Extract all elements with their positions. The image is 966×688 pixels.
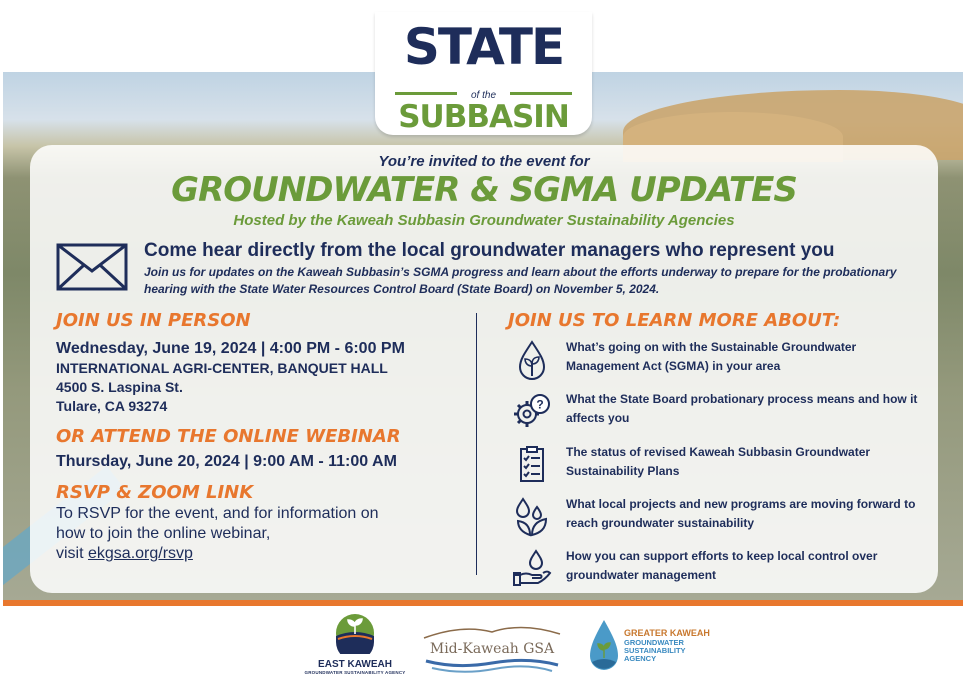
greater-kaweah-line1: GREATER KAWEAH [624,628,710,638]
event-details [56,310,466,564]
learn-item-text: What the State Board probationary process means and how it affects you [566,392,918,425]
east-kaweah-sub: GROUNDWATER SUSTAINABILITY AGENCY [304,670,406,675]
come-hear-description: Join us for updates on the Kaweah Subbasin’s SGMA progress and learn about the efforts underway to prepare for the probationary hearing with the State Water Resources Control Board (State Board) on November 5, 2024. [144,265,897,296]
greater-kaweah-line4: AGENCY [624,654,657,663]
state-of-subbasin-logo [375,12,592,135]
east-kaweah-logo [300,612,410,684]
list-item [508,549,928,593]
greater-kaweah-line3: SUSTAINABILITY [624,646,686,655]
rsvp-line-2: how to join the online webinar, [56,525,271,542]
hand-drop-icon [512,549,552,589]
water-waves-icon [422,657,562,677]
venue-name: INTERNATIONAL AGRI-CENTER, BANQUET HALL [56,360,388,376]
learn-item-text: What local projects and new programs are moving forward to reach groundwater sustainability [566,497,916,530]
invite-text: You’re invited to the event for [378,153,590,170]
rsvp-visit-line: visit ekgsa.org/rsvp [56,545,193,562]
orange-divider-bar [3,600,963,606]
title-of-the: of the [395,86,572,100]
learn-more-section [508,310,928,582]
greater-kaweah-line2: GROUNDWATER [624,638,684,647]
learn-item-text: The status of revised Kaweah Subbasin Groundwater Sustainability Plans [566,445,871,478]
list-item [508,340,928,384]
svg-text:?: ? [536,397,544,412]
mountain-line-icon [422,622,562,640]
water-drop-plant-icon [512,340,552,380]
venue-street: 4500 S. Laspina St. [56,379,183,395]
rsvp-heading: RSVP & ZOOM LINK [56,482,254,503]
drops-leaves-icon [512,497,552,537]
hosted-by-text: Hosted by the Kaweah Subbasin Groundwater Sustainability Agencies [233,212,735,229]
learn-item-text: How you can support efforts to keep local control over groundwater management [566,549,878,582]
rsvp-link[interactable]: ekgsa.org/rsvp [88,545,193,562]
east-kaweah-name: EAST KAWEAH [318,659,392,670]
column-divider [476,313,477,575]
learn-item-text: What’s going on with the Sustainable Groundwater Management Act (SGMA) in your area [566,340,857,373]
content-panel [30,145,938,593]
east-kaweah-emblem-icon [331,612,379,654]
webinar-datetime: Thursday, June 20, 2024 | 9:00 AM - 11:00 AM [56,453,397,470]
title-state: STATE [403,18,564,76]
mid-kaweah-name: Mid-Kaweah GSA [429,641,555,657]
list-item [508,497,928,541]
envelope-icon [56,243,128,291]
title-subbasin: SUBBASIN [398,99,569,135]
list-item [508,392,928,436]
list-item [508,445,928,489]
in-person-heading: JOIN US IN PERSON [56,310,251,331]
venue-city: Tulare, CA 93274 [56,398,168,414]
event-headline: GROUNDWATER & SGMA UPDATES [171,170,797,210]
learn-more-heading: JOIN US TO LEARN MORE ABOUT: [508,310,841,331]
greater-kaweah-logo [586,618,716,684]
agency-logos [0,612,966,688]
gear-question-icon [512,392,552,432]
checklist-icon [512,445,552,485]
rsvp-line-1: To RSVP for the event, and for information on [56,505,379,522]
water-drop-logo-icon [586,618,622,678]
come-hear-heading: Come hear directly from the local groundwater managers who represent you [144,240,835,261]
mid-kaweah-logo [422,622,562,682]
in-person-datetime: Wednesday, June 19, 2024 | 4:00 PM - 6:00 PM [56,340,405,357]
webinar-heading: OR ATTEND THE ONLINE WEBINAR [56,426,401,447]
